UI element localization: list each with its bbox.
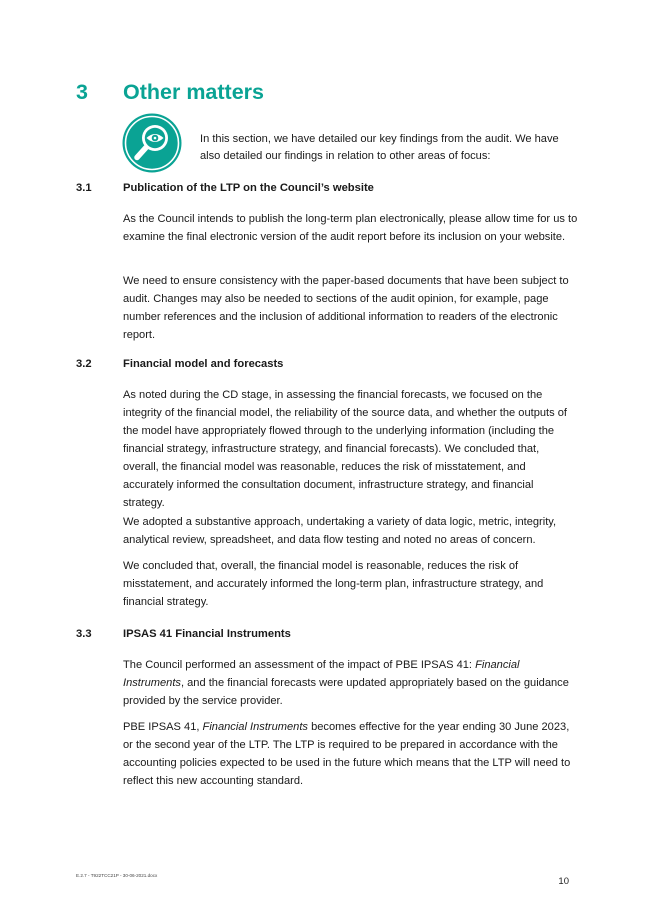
section-heading — [76, 78, 264, 106]
subsection-title: Financial model and forecasts — [123, 358, 284, 370]
subsection-title: IPSAS 41 Financial Instruments — [123, 628, 291, 640]
subsection-number: 3.2 — [76, 358, 92, 370]
emphasis-text: Financial Instruments — [202, 721, 308, 733]
subsection-title: Publication of the LTP on the Council’s website — [123, 182, 374, 194]
subsection-number: 3.3 — [76, 628, 92, 640]
text-run: As the Council intends to publish the long-term plan electronically, please allow time for us to examine the final electronic version of the audit report before its inclusion on your website. — [123, 213, 578, 243]
paragraph — [123, 210, 578, 246]
paragraph — [123, 656, 578, 710]
text-run: We need to ensure consistency with the paper-based documents that have been subject to audit. Changes may also be needed to sections of the audit opinion, for example, page number references and the inclusion of additional information to readers of the electronic report. — [123, 275, 569, 341]
text-run: becomes effective for the year ending 30 June 2023, or the second year of the LTP. The LTP is required to be prepared in accordance with the accounting policies expected to be used in the future which means that the LTP will need to reflect this new accounting standard. — [123, 721, 571, 787]
text-run: We concluded that, overall, the financial model is reasonable, reduces the risk of misstatement, and accurately informed the long-term plan, infrastructure strategy, and financial strategy. — [123, 560, 544, 608]
emphasis-text: Financial Instruments — [123, 659, 520, 689]
section-number: 3 — [76, 79, 88, 104]
text-run: , and the financial forecasts were updated appropriately based on the guidance provided by the service provider. — [123, 677, 569, 707]
subsection-heading-3-1 — [76, 180, 374, 196]
magnifier-eye-icon — [121, 112, 183, 174]
section-title: Other matters — [123, 79, 264, 104]
paragraph — [123, 272, 578, 344]
document-reference: E.2.7 - T922TCC21P - 30-06-2021.docx — [76, 873, 158, 878]
paragraph — [123, 513, 578, 549]
subsection-number: 3.1 — [76, 182, 92, 194]
text-run: The Council performed an assessment of the impact of PBE IPSAS 41: — [123, 659, 476, 671]
text-run: PBE IPSAS 41, — [123, 721, 203, 733]
subsection-heading-3-2 — [76, 356, 283, 372]
page-number: 10 — [558, 876, 569, 887]
subsection-heading-3-3 — [76, 626, 291, 642]
intro-text: In this section, we have detailed our key findings from the audit. We have also detailed our findings in relation to other areas of focus: — [200, 133, 559, 162]
text-run: We adopted a substantive approach, undertaking a variety of data logic, metric, integrity, analytical review, spreadsheet, and data flow testing and noted no areas of concern. — [123, 516, 557, 546]
paragraph — [123, 718, 578, 790]
paragraph — [123, 386, 578, 512]
paragraph — [123, 557, 578, 611]
text-run: As noted during the CD stage, in assessing the financial forecasts, we focused on the integrity of the financial model, the reliability of the source data, and whether the outputs of the model have appropriately flowed through to the underlying information (including the financial strategy, infrastructure strategy, and financial forecasts). We concluded that, overall, the financial model was reasonable, reduces the risk of misstatement, and accurately informed the consultation document, infrastructure strategy, and financial strategy. — [123, 389, 568, 509]
